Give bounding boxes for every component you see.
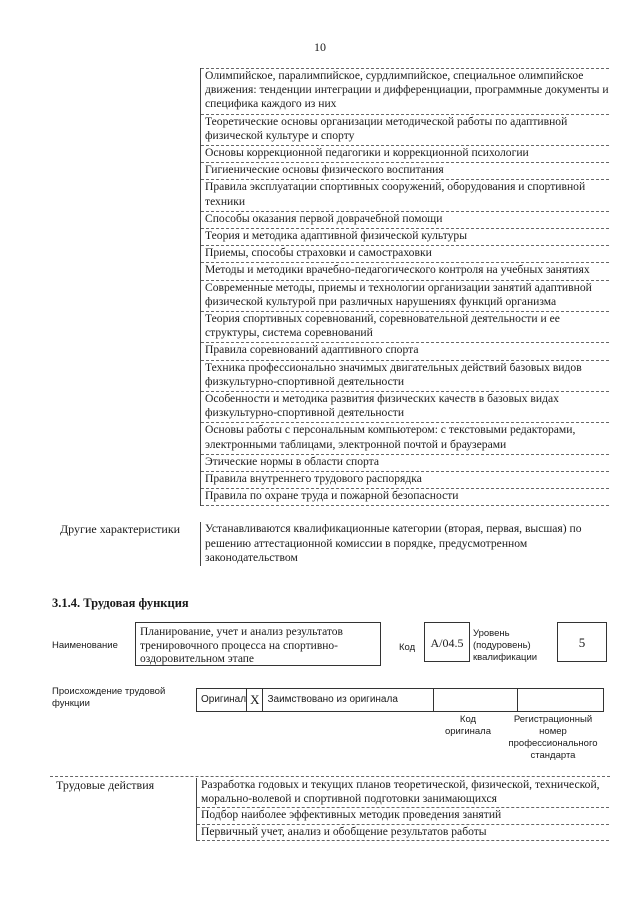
naming-label: Наименование	[52, 640, 118, 651]
knowledge-item: Гигиенические основы физического воспитания	[201, 163, 609, 180]
knowledge-item: Олимпийское, паралимпийское, сурдлимпийское, специальное олимпийское движения: тенденции интеграции и дифференциации, программные документы и специфика каждого из них	[201, 68, 609, 115]
action-item: Разработка годовых и текущих планов теоретической, физической, технической, морально-волевой и спортивной подготовки занимающихся	[197, 778, 609, 808]
knowledge-item: Способы оказания первой доврачебной помощи	[201, 212, 609, 229]
code-value: А/04.5	[424, 622, 470, 662]
level-label: Уровень (подуровень) квалификации	[473, 628, 538, 663]
origin-reg-caption: Регистрационный номер профессионального стандарта	[508, 714, 598, 761]
actions-label: Трудовые действия	[56, 778, 155, 792]
action-item: Первичный учет, анализ и обобщение результатов работы	[197, 825, 609, 841]
knowledge-item: Методы и методики врачебно-педагогического контроля на учебных занятиях	[201, 263, 609, 280]
other-characteristics-row	[50, 522, 610, 568]
knowledge-item: Особенности и методика развития физических качеств в базовых видах физкультурно-спортивной деятельности	[201, 392, 609, 423]
action-item: Подбор наиболее эффективных методик проведения занятий	[197, 808, 609, 824]
knowledge-item: Основы работы с персональным компьютером: с текстовыми редакторами, электронными таблицами, электронной почтой и браузерами	[201, 423, 609, 454]
origin-reg-cell	[518, 689, 603, 711]
knowledge-item: Приемы, способы страховки и самостраховки	[201, 246, 609, 263]
knowledge-item: Правила соревнований адаптивного спорта	[201, 343, 609, 360]
page-number: 10	[314, 40, 326, 54]
knowledge-item: Техника профессионально значимых двигательных действий базовых видов физкультурно-спортивной деятельности	[201, 361, 609, 392]
origin-original-mark: X	[247, 689, 263, 711]
knowledge-item: Теория и методика адаптивной физической культуры	[201, 229, 609, 246]
actions-list	[196, 778, 609, 841]
other-characteristics-label: Другие характеристики	[60, 522, 181, 536]
knowledge-item: Этические нормы в области спорта	[201, 455, 609, 472]
knowledge-item: Правила внутреннего трудового распорядка	[201, 472, 609, 489]
origin-code-caption: Код оригинала	[444, 714, 491, 737]
actions-divider	[50, 776, 610, 777]
knowledge-list	[200, 68, 609, 506]
other-characteristics-text: Устанавливаются квалификационные категории (вторая, первая, высшая) по решению аттестационной комиссии в порядке, предусмотренном законодательством	[200, 522, 609, 566]
knowledge-item: Правила эксплуатации спортивных сооружений, оборудования и спортивной техники	[201, 180, 609, 211]
knowledge-item: Теория спортивных соревнований, соревновательной деятельности и ее структуры, система соревнований	[201, 312, 609, 343]
naming-value: Планирование, учет и анализ результатов тренировочного процесса на спортивно-оздоровительном этапе	[135, 622, 381, 666]
origin-code-cell	[434, 689, 519, 711]
origin-label: Происхождение трудовой функции	[52, 686, 166, 709]
knowledge-item: Основы коррекционной педагогики и коррекционной психологии	[201, 146, 609, 163]
knowledge-item: Теоретические основы организации методической работы по адаптивной физической культуре и спорту	[201, 115, 609, 146]
origin-table	[196, 688, 604, 712]
origin-borrowed-label: Заимствовано из оригинала	[263, 689, 433, 711]
origin-original-label: Оригинал	[197, 689, 247, 711]
knowledge-item: Современные методы, приемы и технологии организации занятий адаптивной физической культурой при различных нарушениях функций организма	[201, 281, 609, 312]
knowledge-item: Правила по охране труда и пожарной безопасности	[201, 489, 609, 506]
code-label: Код	[399, 642, 416, 653]
knowledge-table	[50, 68, 610, 506]
section-title: 3.1.4. Трудовая функция	[52, 596, 189, 610]
level-value: 5	[557, 622, 607, 662]
